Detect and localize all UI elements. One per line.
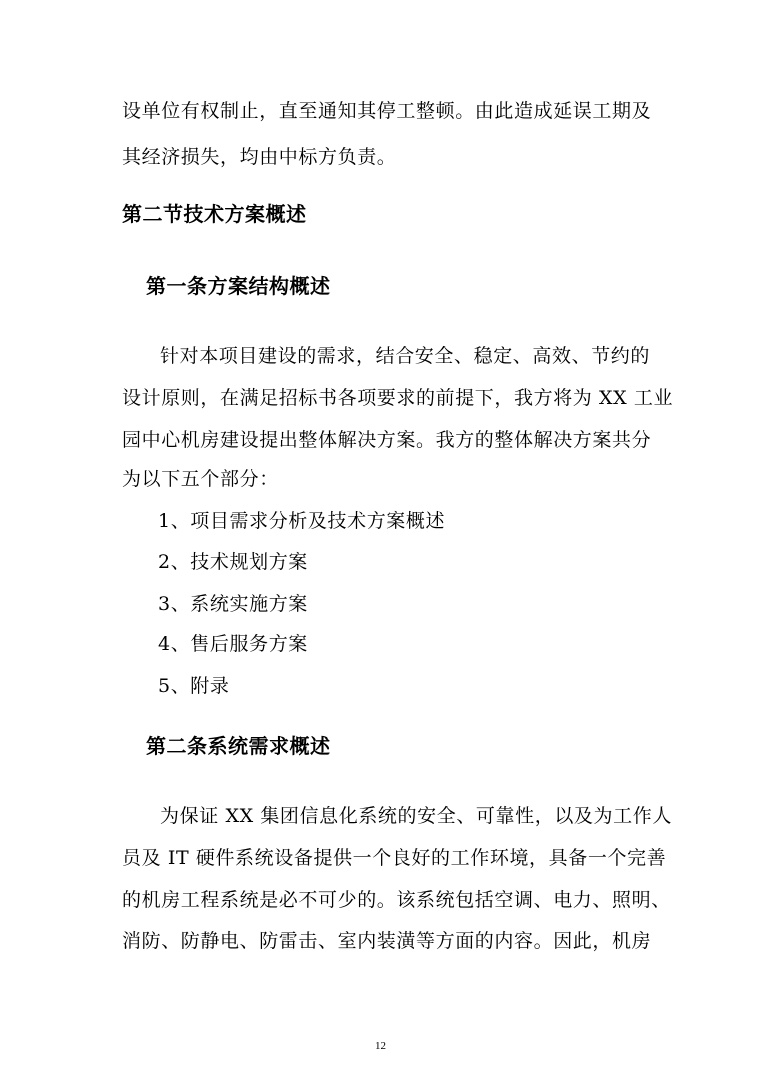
article2-para-line-4: 消防、防静电、防雷击、室内装潢等方面的内容。因此，机房 <box>122 930 652 952</box>
list-item-1: 1、项目需求分析及技术方案概述 <box>158 510 446 532</box>
article2-para-line-3: 的机房工程系统是必不可少的。该系统包括空调、电力、照明、 <box>122 889 671 911</box>
intro-line-2: 其经济损失，均由中标方负责。 <box>122 146 397 168</box>
article2-title: 第二条系统需求概述 <box>146 734 331 758</box>
intro-line-1: 设单位有权制止，直至通知其停工整顿。由此造成延误工期及 <box>122 100 652 122</box>
page-number: 12 <box>375 1040 386 1052</box>
article1-para-line-3: 园中心机房建设提出整体解决方案。我方的整体解决方案共分 <box>122 429 652 451</box>
article2-para-line-2: 员及 IT 硬件系统设备提供一个良好的工作环境，具备一个完善 <box>122 847 667 869</box>
list-item-5: 5、附录 <box>158 675 230 697</box>
article1-para-line-4: 为以下五个部分： <box>122 468 279 490</box>
section-title: 第二节技术方案概述 <box>122 202 307 226</box>
list-item-4: 4、售后服务方案 <box>158 633 308 655</box>
article1-title: 第一条方案结构概述 <box>146 274 331 298</box>
article2-para-line-1: 为保证 XX 集团信息化系统的安全、可靠性，以及为工作人 <box>160 805 672 827</box>
article1-para-line-1: 针对本项目建设的需求，结合安全、稳定、高效、节约的 <box>160 345 651 367</box>
article1-para-line-2: 设计原则，在满足招标书各项要求的前提下，我方将为 XX 工业 <box>122 387 674 409</box>
list-item-3: 3、系统实施方案 <box>158 593 308 615</box>
list-item-2: 2、技术规划方案 <box>158 551 308 573</box>
